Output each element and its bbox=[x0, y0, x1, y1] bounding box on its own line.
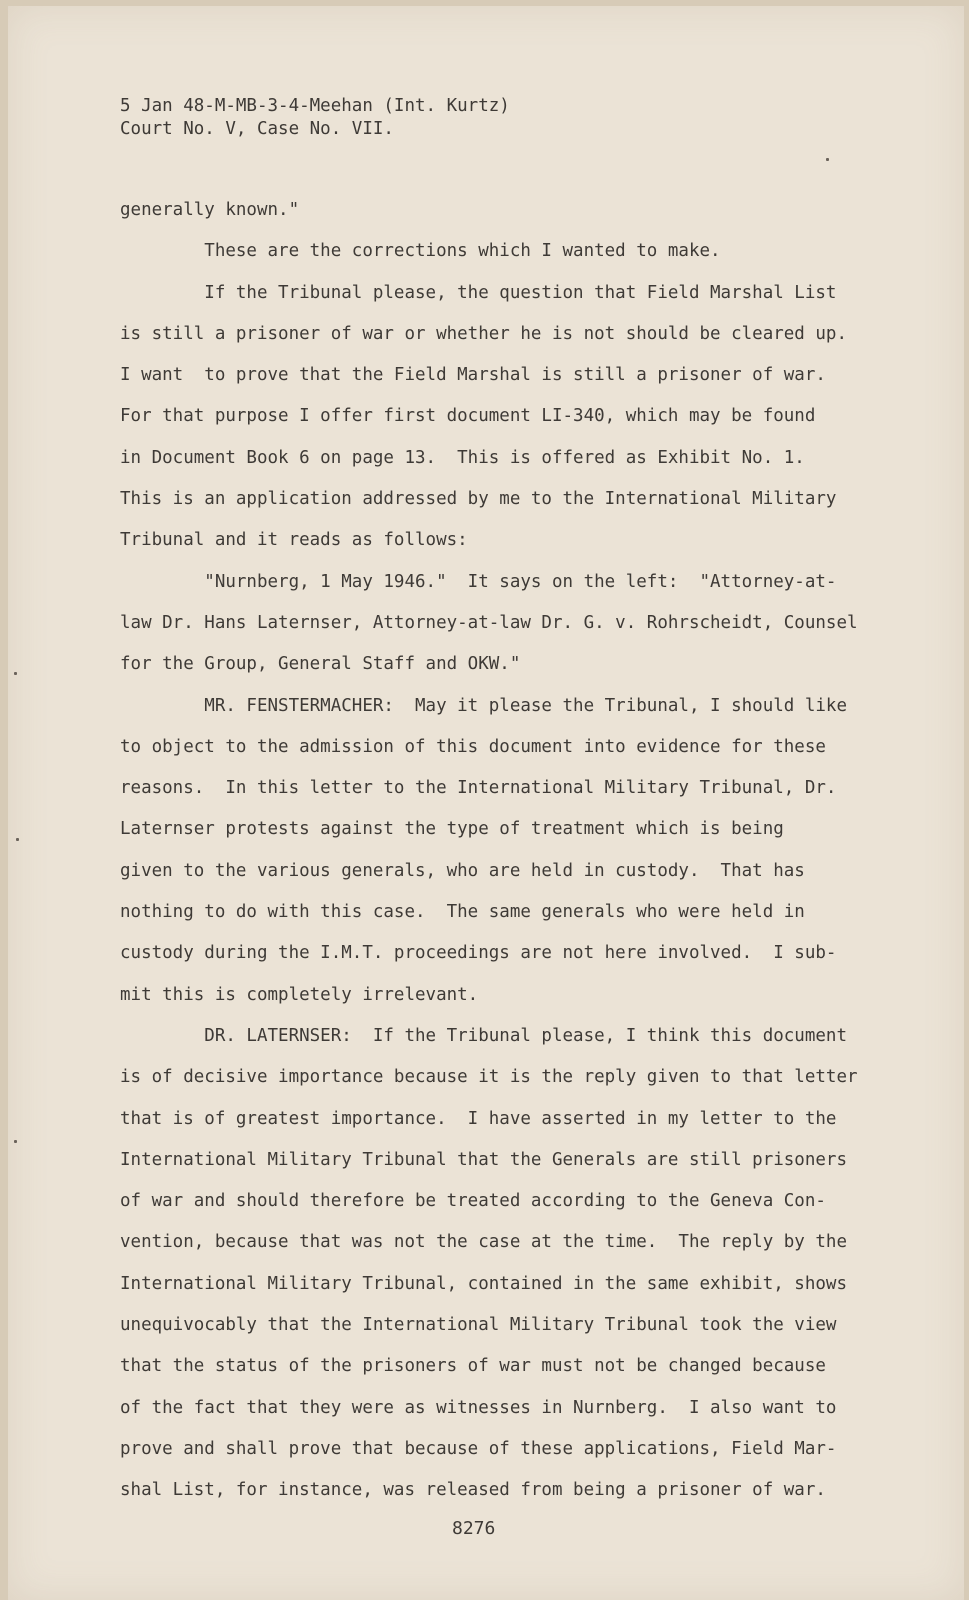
transcript-line: given to the various generals, who are held in custody. That has bbox=[120, 860, 805, 881]
transcript-line: to object to the admission of this document into evidence for these bbox=[120, 736, 826, 757]
transcript-line: These are the corrections which I wanted to make. bbox=[120, 241, 721, 262]
transcript-line: of war and should therefore be treated according to the Geneva Con- bbox=[120, 1191, 826, 1212]
margin-speck bbox=[826, 158, 829, 161]
transcript-body bbox=[120, 190, 858, 1512]
transcript-line: nothing to do with this case. The same generals who were held in bbox=[120, 902, 805, 923]
transcript-line: law Dr. Hans Laternser, Attorney-at-law Dr. G. v. Rohrscheidt, Counsel bbox=[120, 612, 858, 633]
margin-speck bbox=[14, 672, 17, 675]
transcript-line: prove and shall prove that because of these applications, Field Mar- bbox=[120, 1438, 837, 1459]
header-court-case: Court No. V, Case No. VII. bbox=[120, 119, 394, 139]
transcript-line: International Military Tribunal, contained in the same exhibit, shows bbox=[120, 1273, 847, 1294]
transcript-line: generally known." bbox=[120, 200, 300, 220]
transcript-line: mit this is completely irrelevant. bbox=[120, 984, 479, 1005]
transcript-line: "Nurnberg, 1 May 1946." It says on the left: "Attorney-at- bbox=[120, 571, 837, 592]
transcript-line: of the fact that they were as witnesses in Nurnberg. I also want to bbox=[120, 1397, 837, 1418]
transcript-line: is of decisive importance because it is the reply given to that letter bbox=[120, 1067, 858, 1088]
transcript-line: shal List, for instance, was released from being a prisoner of war. bbox=[120, 1480, 826, 1501]
page-number: 8276 bbox=[452, 1518, 496, 1539]
transcript-line: Tribunal and it reads as follows: bbox=[120, 530, 468, 551]
margin-speck bbox=[16, 838, 19, 841]
transcript-line: is still a prisoner of war or whether he is not should be cleared up. bbox=[120, 323, 847, 344]
transcript-line: For that purpose I offer first document LI-340, which may be found bbox=[120, 406, 816, 427]
transcript-line: DR. LATERNSER: If the Tribunal please, I think this document bbox=[120, 1025, 847, 1046]
transcript-line: If the Tribunal please, the question that Field Marshal List bbox=[120, 282, 837, 303]
transcript-line: that the status of the prisoners of war must not be changed because bbox=[120, 1356, 826, 1377]
transcript-line: for the Group, General Staff and OKW." bbox=[120, 654, 521, 675]
transcript-line: custody during the I.M.T. proceedings are not here involved. I sub- bbox=[120, 943, 837, 964]
transcript-line: that is of greatest importance. I have asserted in my letter to the bbox=[120, 1108, 837, 1129]
transcript-line: in Document Book 6 on page 13. This is offered as Exhibit No. 1. bbox=[120, 447, 805, 468]
transcript-line: This is an application addressed by me to the International Military bbox=[120, 489, 837, 510]
transcript-line: vention, because that was not the case at the time. The reply by the bbox=[120, 1232, 847, 1253]
header-case-reference: 5 Jan 48-M-MB-3-4-Meehan (Int. Kurtz) bbox=[120, 96, 510, 116]
margin-speck bbox=[14, 1140, 17, 1143]
transcript-line: I want to prove that the Field Marshal is still a prisoner of war. bbox=[120, 365, 826, 386]
transcript-line: unequivocably that the International Military Tribunal took the view bbox=[120, 1315, 837, 1336]
transcript-line: Laternser protests against the type of treatment which is being bbox=[120, 819, 784, 840]
transcript-line: International Military Tribunal that the Generals are still prisoners bbox=[120, 1149, 847, 1170]
transcript-line: reasons. In this letter to the International Military Tribunal, Dr. bbox=[120, 778, 837, 799]
transcript-line: MR. FENSTERMACHER: May it please the Tribunal, I should like bbox=[120, 695, 847, 716]
